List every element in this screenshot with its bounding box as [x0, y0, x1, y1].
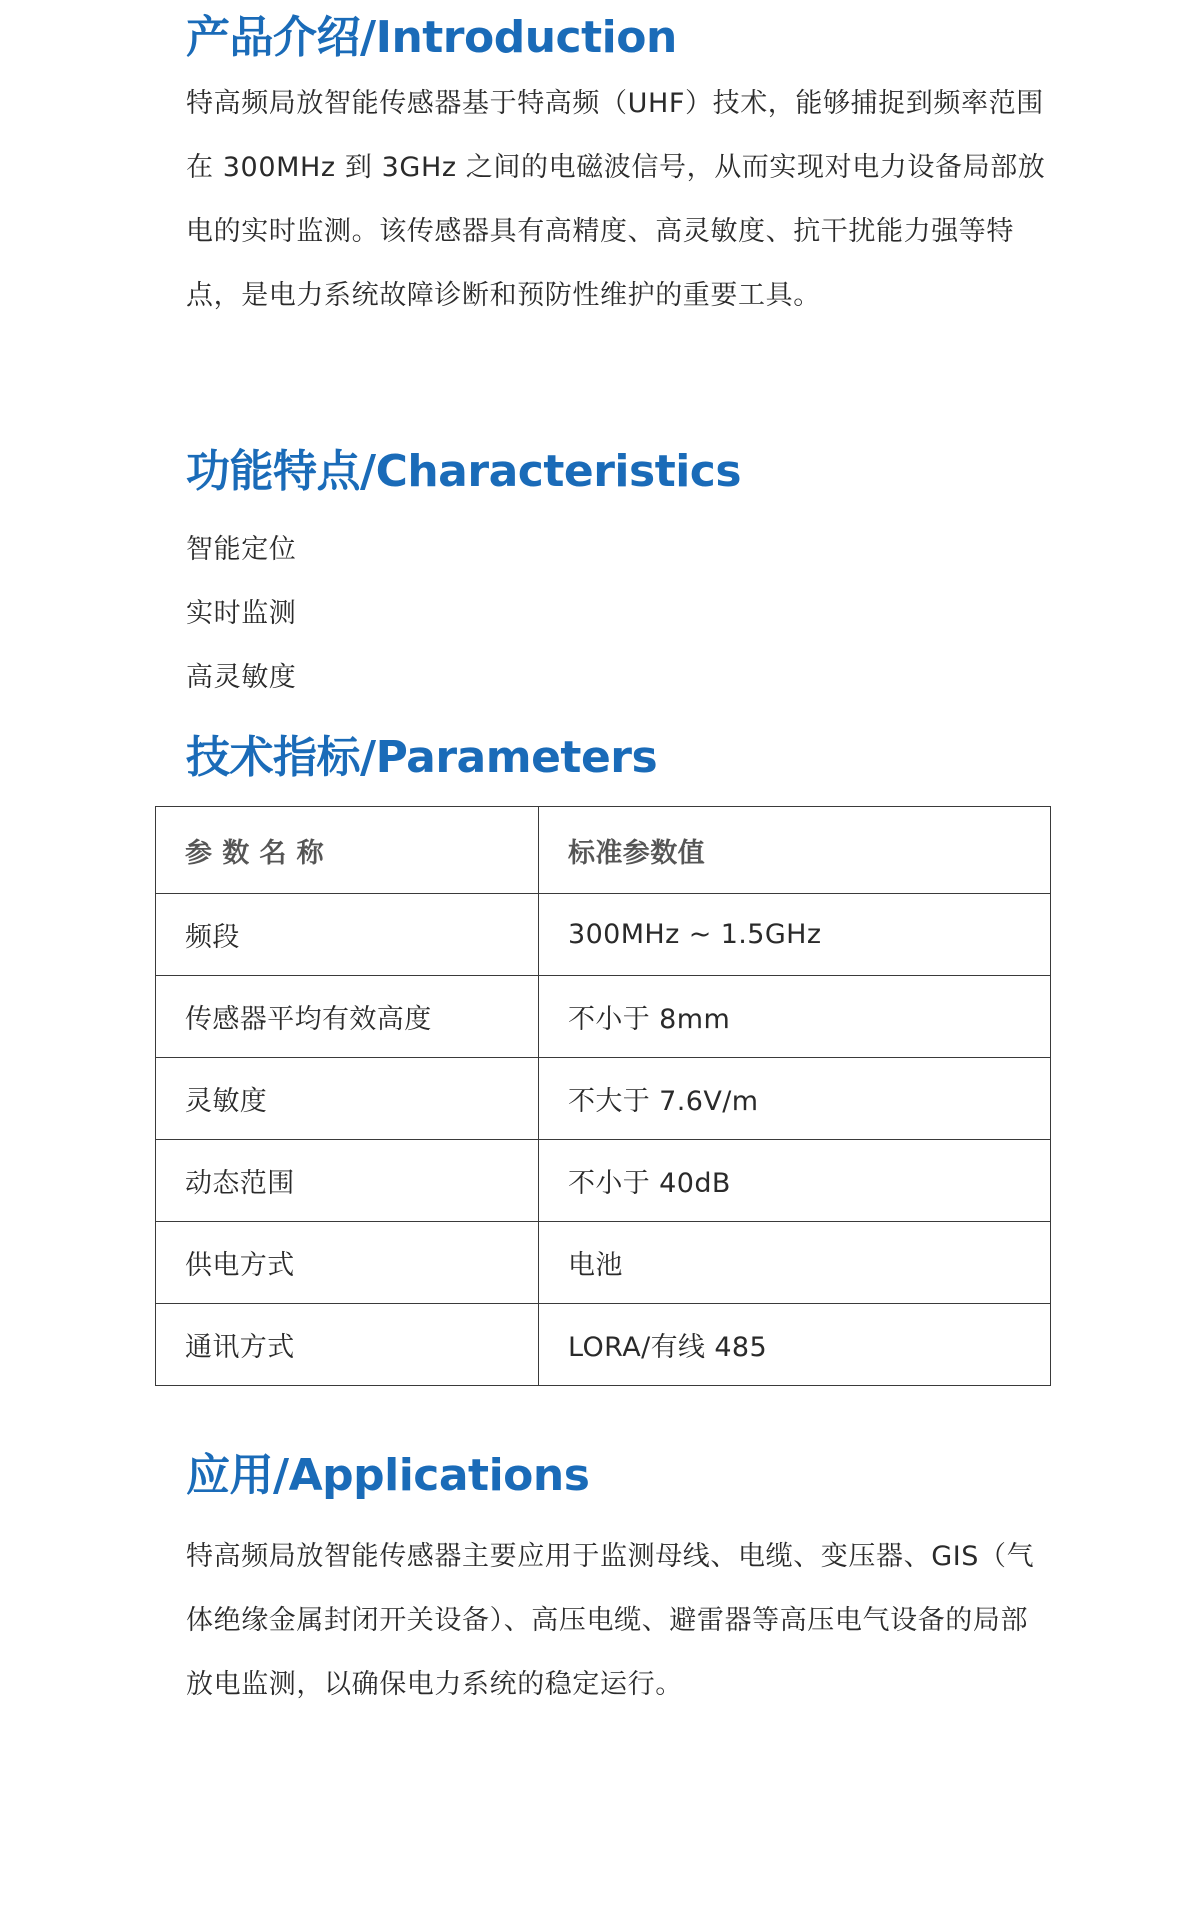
header-param-name: 参 数 名 称 — [156, 807, 539, 894]
parameters-table — [155, 806, 1051, 1386]
param-name: 通讯方式 — [156, 1304, 539, 1386]
applications-body: 特高频局放智能传感器主要应用于监测母线、电缆、变压器、GIS（气体绝缘金属封闭开关设备）、高压电缆、避雷器等高压电气设备的局部放电监测，以确保电力系统的稳定运行。 — [186, 1541, 1035, 1700]
param-name: 频段 — [156, 894, 539, 976]
characteristics-list — [186, 518, 296, 710]
parameters-title: 技术指标/Parameters — [186, 732, 658, 783]
table-row — [156, 894, 1051, 976]
characteristics-title: 功能特点/Characteristics — [186, 446, 742, 497]
param-value: 不大于 7.6V/m — [539, 1058, 1051, 1140]
table-row — [156, 1222, 1051, 1304]
table-header-row — [156, 807, 1051, 894]
param-value: 不小于 8mm — [539, 976, 1051, 1058]
table-row — [156, 1058, 1051, 1140]
table-row — [156, 1304, 1051, 1386]
feature-item-smart-positioning: 智能定位 — [186, 534, 297, 565]
param-value: 电池 — [539, 1222, 1051, 1304]
table-row — [156, 976, 1051, 1058]
param-name: 动态范围 — [156, 1140, 539, 1222]
param-name: 传感器平均有效高度 — [156, 976, 539, 1058]
introduction-body: 特高频局放智能传感器基于特高频（UHF）技术，能够捕捉到频率范围在 300MHz 到 3GHz 之间的电磁波信号，从而实现对电力设备局部放电的实时监测。该传感器具有高精度、高灵敏度、抗干扰能力强等特点，是电力系统故障诊断和预防性维护的重要工具。 — [186, 88, 1046, 311]
introduction-title: 产品介绍/Introduction — [186, 12, 677, 63]
feature-item-high-sensitivity: 高灵敏度 — [186, 662, 297, 693]
param-value: 300MHz ~ 1.5GHz — [539, 894, 1051, 976]
param-value: LORA/有线 485 — [539, 1304, 1051, 1386]
header-param-value: 标准参数值 — [539, 807, 1051, 894]
applications-title: 应用/Applications — [186, 1450, 590, 1501]
param-name: 供电方式 — [156, 1222, 539, 1304]
param-name: 灵敏度 — [156, 1058, 539, 1140]
feature-item-realtime-monitoring: 实时监测 — [186, 598, 297, 629]
table-row — [156, 1140, 1051, 1222]
param-value: 不小于 40dB — [539, 1140, 1051, 1222]
